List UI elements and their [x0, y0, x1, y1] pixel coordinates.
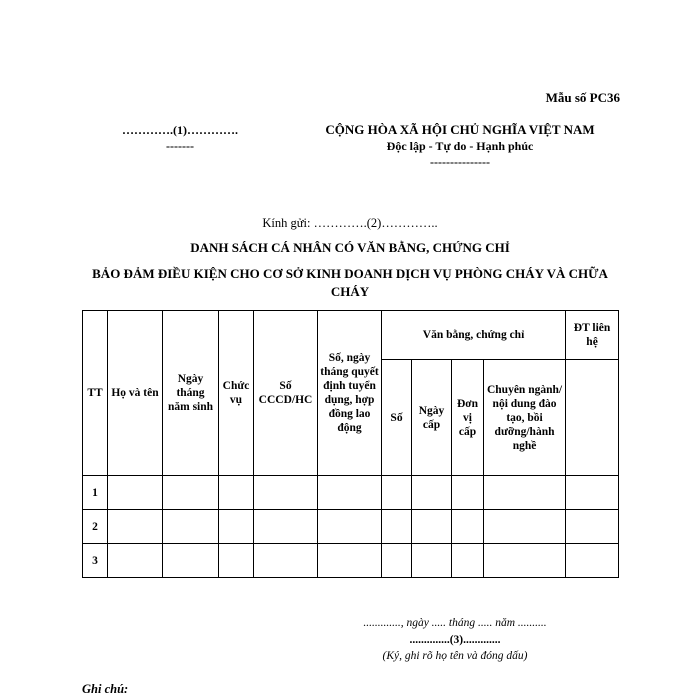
row-number: 3 — [83, 544, 108, 578]
header-phone-blank — [566, 360, 619, 476]
cell — [108, 544, 163, 578]
cell — [382, 544, 412, 578]
signature-note: (Ký, ghi rõ họ tên và đóng dấu) — [382, 650, 528, 662]
cell — [566, 544, 619, 578]
national-divider: --------------- — [430, 155, 490, 169]
header-cert-field: Chuyên ngành/ nội dung đào tạo, bồi dưỡng/hành nghề — [484, 360, 566, 476]
staff-certificate-table — [82, 310, 619, 578]
cell — [412, 510, 452, 544]
cell — [219, 476, 254, 510]
row-number: 2 — [83, 510, 108, 544]
addressee-line: Kính gửi: ………….(2)………….. — [262, 216, 438, 230]
table-row — [83, 544, 619, 578]
cell — [108, 476, 163, 510]
cell — [318, 476, 382, 510]
header-dob: Ngày tháng năm sinh — [163, 311, 219, 476]
signature-date-line: ............., ngày ..... tháng ..... năm .......... — [363, 617, 547, 629]
table-row — [83, 510, 619, 544]
header-cert-issuer: Đơn vị cấp — [452, 360, 484, 476]
cell — [163, 510, 219, 544]
cell — [452, 544, 484, 578]
national-motto: Độc lập - Tự do - Hạnh phúc — [386, 139, 534, 153]
form-code: Mẫu số PC36 — [545, 90, 620, 105]
cell — [254, 544, 318, 578]
cell — [163, 476, 219, 510]
cell — [219, 544, 254, 578]
issuing-agency-header — [100, 122, 260, 154]
header-cert-group: Văn bằng, chứng chỉ — [382, 311, 566, 360]
header-id: Số CCCD/HC — [254, 311, 318, 476]
header-cert-date: Ngày cấp — [412, 360, 452, 476]
cell — [318, 510, 382, 544]
header-cert-no: Số — [382, 360, 412, 476]
cell — [484, 476, 566, 510]
footnote-label: Ghi chú: — [82, 682, 129, 696]
cell — [163, 544, 219, 578]
national-title: CỘNG HÒA XÃ HỘI CHỦ NGHĨA VIỆT NAM — [325, 122, 595, 137]
header-tt: TT — [83, 311, 108, 476]
header-position: Chức vụ — [219, 311, 254, 476]
document-title-line1: DANH SÁCH CÁ NHÂN CÓ VĂN BẰNG, CHỨNG CHỈ — [190, 240, 510, 255]
cell — [382, 510, 412, 544]
cell — [566, 510, 619, 544]
issuing-agency-placeholder: ………….(1)…………. — [122, 123, 238, 137]
cell — [219, 510, 254, 544]
cell — [484, 510, 566, 544]
cell — [382, 476, 412, 510]
cell — [566, 476, 619, 510]
cell — [108, 510, 163, 544]
table-row — [83, 476, 619, 510]
document-title-line2: BẢO ĐẢM ĐIỀU KIỆN CHO CƠ SỞ KINH DOANH DỊCH VỤ PHÒNG CHÁY VÀ CHỮA CHÁY — [92, 266, 608, 299]
row-number: 1 — [83, 476, 108, 510]
cell — [452, 476, 484, 510]
cell — [452, 510, 484, 544]
issuing-agency-divider: ------- — [166, 139, 194, 153]
header-name: Họ và tên — [108, 311, 163, 476]
signature-placeholder: ..............(3)............. — [409, 634, 501, 646]
header-phone: ĐT liên hệ — [566, 311, 619, 360]
header-decision: Số, ngày tháng quyết định tuyển dụng, hợp đồng lao động — [318, 311, 382, 476]
cell — [412, 476, 452, 510]
cell — [484, 544, 566, 578]
cell — [254, 510, 318, 544]
cell — [254, 476, 318, 510]
cell — [412, 544, 452, 578]
national-header — [290, 122, 630, 170]
cell — [318, 544, 382, 578]
